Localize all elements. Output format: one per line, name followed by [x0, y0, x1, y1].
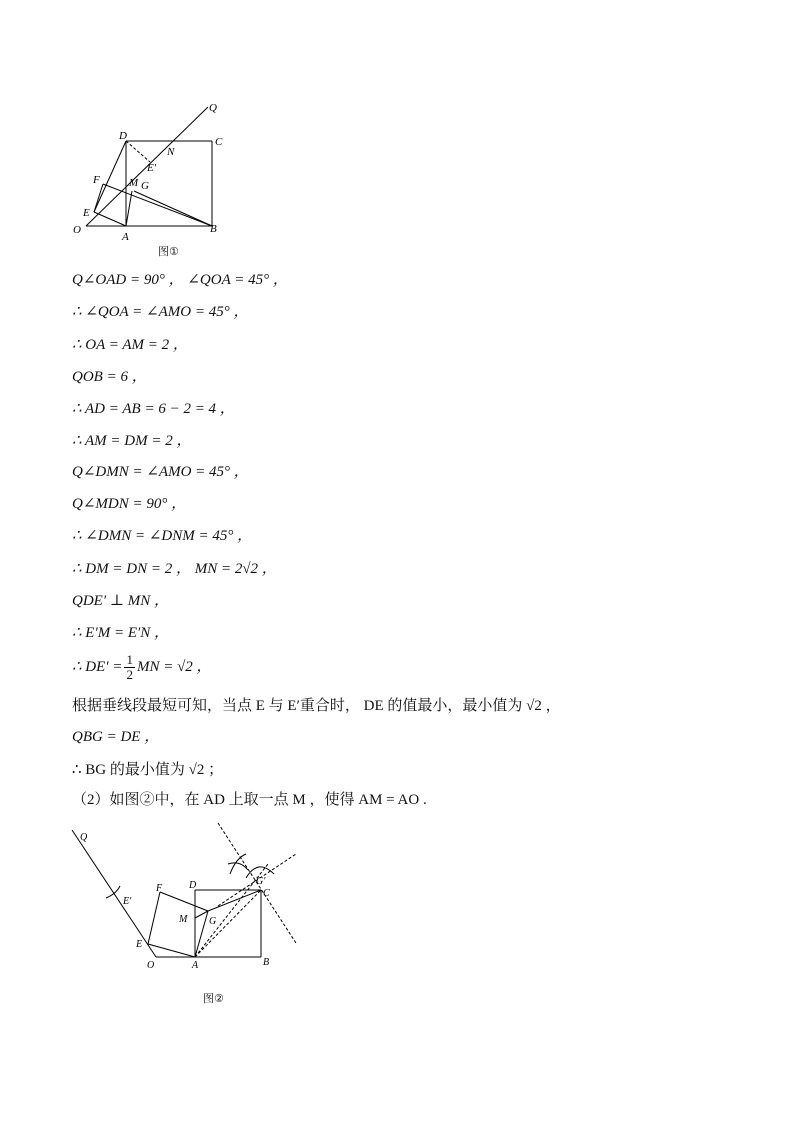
solution-line: Q∠MDN = 90° ，: [72, 496, 187, 512]
label-A: A: [122, 231, 129, 243]
segment-GB: [134, 191, 212, 226]
fraction-denominator: 2: [126, 666, 133, 682]
solution-line: QOB = 6 ，: [72, 369, 147, 385]
solution-line: ∴ AD = AB = 6 − 2 = 4 ，: [72, 401, 235, 417]
arc-1: [228, 863, 248, 870]
segment-FG: [160, 892, 208, 911]
label-G: G: [209, 916, 217, 927]
segment-EF: [148, 892, 160, 944]
figure-1: [68, 95, 238, 245]
fraction-suffix: MN = √2 ，: [136, 659, 212, 675]
label-E: E: [83, 207, 90, 219]
figure-1-caption: 图①: [158, 245, 179, 258]
fraction: [124, 653, 135, 682]
segment-DE-prime: [126, 141, 150, 162]
segment-AG: [126, 191, 132, 226]
label-F: F: [93, 174, 100, 186]
label-N: N: [167, 146, 175, 158]
part2-heading: （2）如图②中，在 AD 上取一点 M ，使得 AM = AO .: [72, 792, 427, 808]
solution-line: ∴ ∠QOA = ∠AMO = 45° ，: [72, 304, 249, 320]
label-B: B: [263, 957, 270, 968]
label-D: D: [119, 130, 127, 142]
solution-line: 根据垂线段最短可知，当点 E 与 E′重合时， DE 的值最小，最小值为 √2 ，: [72, 698, 561, 714]
figure-2: [68, 818, 308, 973]
label-B: B: [210, 223, 217, 235]
label-E-prime: E′: [147, 162, 157, 174]
label-M: M: [129, 177, 139, 189]
label-F: F: [156, 883, 163, 894]
solution-line: QBG = DE ，: [72, 729, 160, 745]
solution-line: ∴ DM = DN = 2 ， MN = 2√2 ，: [72, 561, 277, 577]
solution-line: ∴ ∠DMN = ∠DNM = 45° ，: [72, 528, 253, 544]
fraction-numerator: 1: [126, 651, 133, 667]
figure-1-svg: [68, 95, 238, 245]
label-O: O: [147, 960, 155, 971]
label-C: C: [215, 136, 223, 148]
solution-line: ∴ BG 的最小值为 √2 ；: [72, 762, 224, 778]
fraction-line: [72, 650, 212, 684]
label-M: M: [179, 914, 188, 925]
solution-line: ∴ OA = AM = 2 ，: [72, 337, 188, 353]
solution-line: ∴ AM = DM = 2 ，: [72, 433, 192, 449]
solution-line: ∴ E′M = E′N ，: [72, 625, 170, 641]
label-E: E: [136, 939, 143, 950]
segment-AE: [94, 212, 126, 226]
segment-GA: [195, 911, 208, 957]
fraction-prefix: ∴ DE′ =: [72, 659, 123, 675]
label-E-prime: E′: [123, 896, 132, 907]
solution-line: Q∠OAD = 90° ， ∠QOA = 45° ，: [72, 272, 288, 288]
label-D: D: [189, 880, 197, 891]
label-G-prime: G′: [256, 876, 266, 887]
arc-2: [230, 854, 246, 874]
figure-2-caption: 图②: [203, 992, 224, 1005]
segment-GC: [208, 890, 261, 911]
solution-line: Q∠DMN = ∠AMO = 45° ，: [72, 464, 249, 480]
label-Q: Q: [209, 102, 217, 114]
label-A: A: [192, 960, 199, 971]
segment-F-B: [103, 184, 212, 226]
figure-2-svg: [68, 818, 308, 973]
label-Q: Q: [80, 832, 88, 843]
label-G: G: [141, 180, 149, 192]
solution-line: QDE′ ⊥ MN ，: [72, 593, 169, 609]
label-C: C: [263, 888, 270, 899]
label-O: O: [73, 224, 81, 236]
